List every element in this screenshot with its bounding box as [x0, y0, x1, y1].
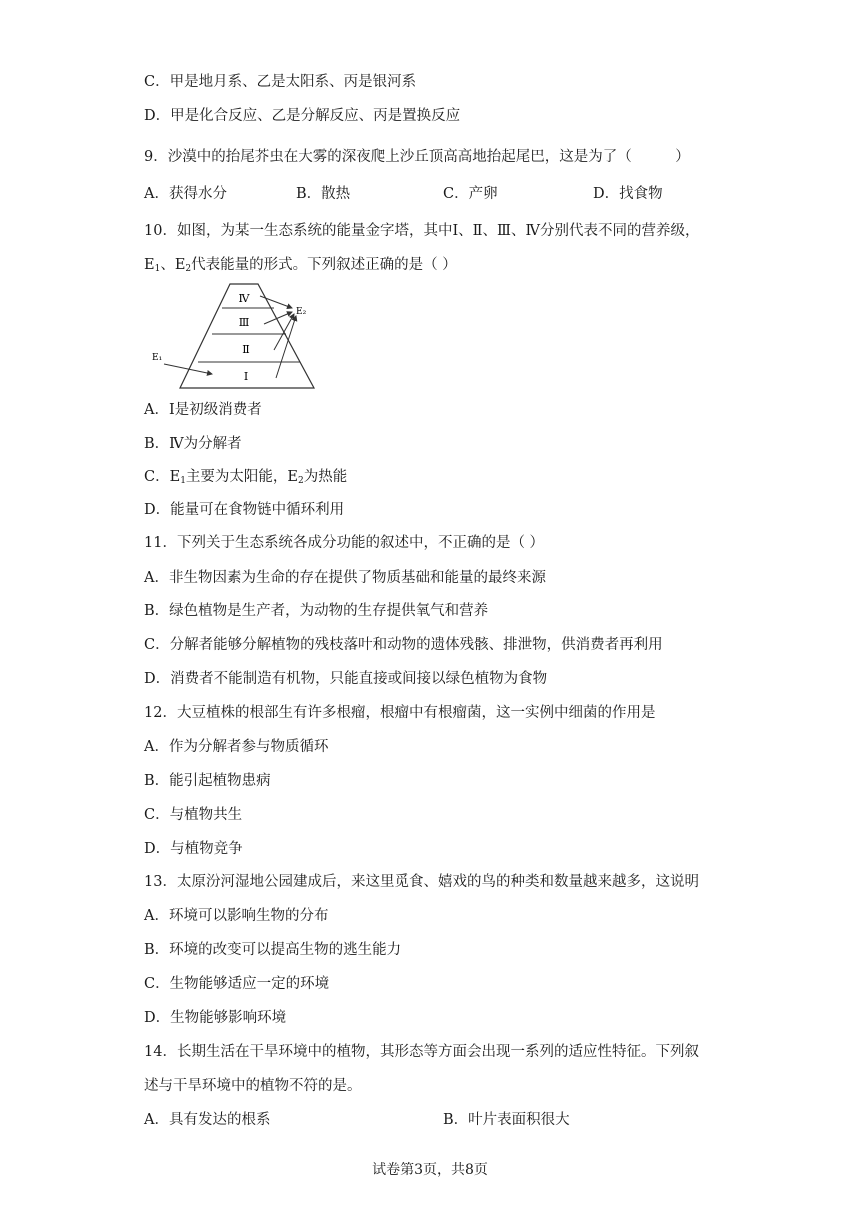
question-13: 13．太原汾河湿地公园建成后，来这里觅食、嬉戏的鸟的种类和数量越来越多，这说明	[144, 874, 699, 890]
q11-option-d: D．消费者不能制造有机物，只能直接或间接以绿色植物为食物	[144, 671, 548, 687]
q12-option-a: A．作为分解者参与物质循环	[144, 739, 329, 755]
q9-option-b: B．散热	[296, 186, 351, 202]
q13-option-a: A．环境可以影响生物的分布	[144, 908, 329, 924]
line-c-option-prev: C．甲是地月系、乙是太阳系、丙是银河系	[144, 74, 417, 90]
q9-option-a: A．获得水分	[144, 186, 227, 202]
question-14-line2: 述与干旱环境中的植物不符的是。	[144, 1078, 362, 1094]
q13-option-b: B．环境的改变可以提高生物的逃生能力	[144, 942, 402, 958]
question-12: 12．大豆植株的根部生有许多根瘤，根瘤中有根瘤菌，这一实例中细菌的作用是	[144, 705, 656, 721]
q11-option-a: A．非生物因素为生命的存在提供了物质基础和能量的最终来源	[144, 570, 546, 586]
q9-option-d: D．找食物	[593, 186, 663, 202]
level-4-label: Ⅳ	[238, 292, 250, 305]
q10-option-b: B．Ⅳ为分解者	[144, 436, 242, 452]
question-9: 9．沙漠中的抬尾芥虫在大雾的深夜爬上沙丘顶高高地抬起尾巴，这是为了（ ）	[144, 149, 690, 165]
e1-label: E₁	[152, 353, 163, 363]
question-14-line1: 14．长期生活在干旱环境中的植物，其形态等方面会出现一系列的适应性特征。下列叙	[144, 1044, 699, 1060]
q12-option-c: C．与植物共生	[144, 807, 243, 823]
q12-option-b: B．能引起植物患病	[144, 773, 271, 789]
q10-option-c: C．$E_1$主要为太阳能，$E_2$为热能	[144, 469, 348, 486]
question-11: 11．下列关于生态系统各成分功能的叙述中，不正确的是（ ）	[144, 535, 545, 551]
q14-option-a: A．具有发达的根系	[144, 1112, 271, 1128]
question-10-line2: $E_1$、$E_2$代表能量的形式。下列叙述正确的是（ ）	[144, 257, 457, 274]
q10-option-a: A．Ⅰ是初级消费者	[144, 402, 262, 418]
question-10-line1: 10．如图，为某一生态系统的能量金字塔，其中Ⅰ、Ⅱ、Ⅲ、Ⅳ分别代表不同的营养级，	[144, 223, 700, 239]
q11-option-b: B．绿色植物是生产者，为动物的生存提供氧气和营养	[144, 603, 489, 619]
q11-option-c: C．分解者能够分解植物的残枝落叶和动物的遗体残骸、排泄物，供消费者再利用	[144, 637, 663, 653]
q13-option-d: D．生物能够影响环境	[144, 1010, 287, 1026]
level-1-label: Ⅰ	[243, 370, 249, 383]
q12-option-d: D．与植物竞争	[144, 841, 243, 857]
q10-option-d: D．能量可在食物链中循环利用	[144, 502, 345, 518]
q13-option-c: C．生物能够适应一定的环境	[144, 976, 330, 992]
line-d-option-prev: D．甲是化合反应、乙是分解反应、丙是置换反应	[144, 108, 461, 124]
q9-option-c: C．产卵	[443, 186, 498, 202]
q14-option-b: B．叶片表面积很大	[443, 1112, 570, 1128]
energy-pyramid-svg	[146, 280, 322, 392]
level-3-label: Ⅲ	[238, 316, 250, 329]
page-footer: 试卷第3页，共8页	[372, 1162, 488, 1178]
energy-pyramid-figure	[146, 280, 322, 392]
level-2-label: Ⅱ	[242, 343, 250, 356]
e2-label: E₂	[296, 307, 307, 317]
